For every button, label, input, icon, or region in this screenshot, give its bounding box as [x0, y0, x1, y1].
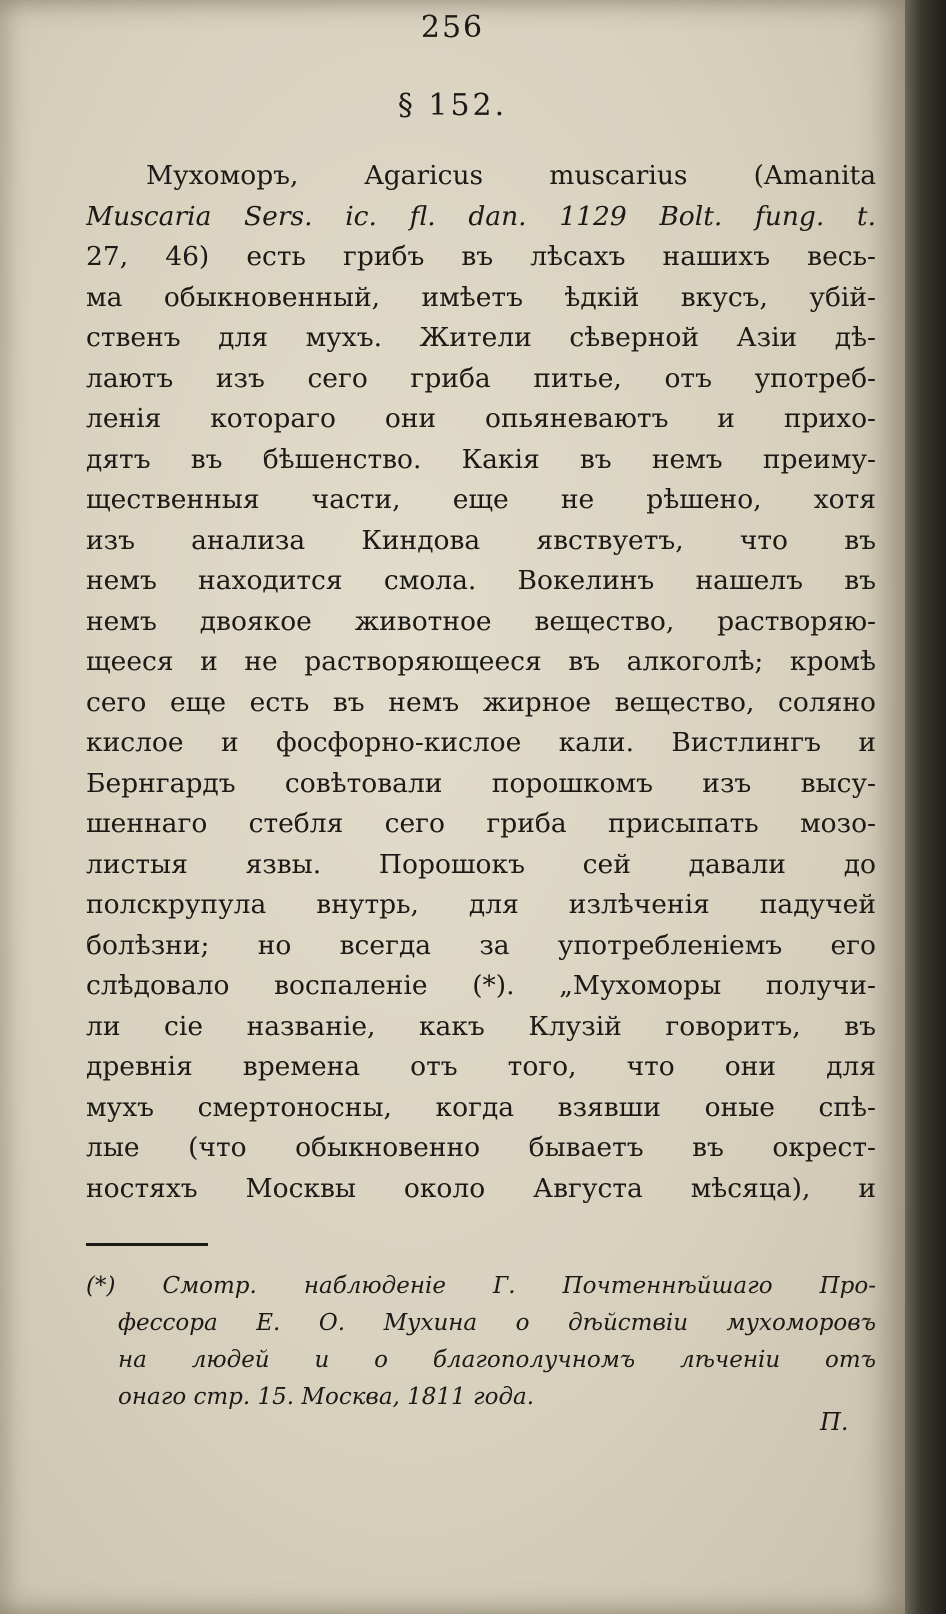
text-line: кислое и фосфорно-кислое кали. Вистлингъ и	[86, 727, 876, 758]
footnote-line: фессора Е. О. Мухина о дѣйствіи мухоморовъ	[118, 1310, 876, 1336]
text-line: немъ находится смола. Вокелинъ нашелъ въ	[86, 565, 876, 596]
text-line: лые (что обыкновенно бываетъ въ окрест-	[86, 1132, 876, 1163]
text-line: листыя язвы. Порошокъ сей давали до	[86, 848, 876, 880]
text-line: Бернгардъ совѣтовали порошкомъ изъ высу-	[86, 767, 876, 799]
page-number: 256	[420, 10, 485, 45]
text-line: мухъ смертоносны, когда взявши оные спѣ-	[86, 1091, 876, 1123]
text-line: ленія котораго они опьяневаютъ и прихо-	[86, 403, 876, 434]
text-line: лаютъ изъ сего гриба питье, отъ употреб-	[86, 362, 876, 394]
footnote-line: на людей и о благополучномъ лѣченіи отъ	[118, 1347, 876, 1373]
footnote-rule	[86, 1243, 208, 1246]
text-line: Muscaria Sers. ic. fl. dan. 1129 Bolt. fung. t.	[86, 200, 876, 232]
text-line: немъ двоякое животное вещество, растворяю-	[86, 605, 876, 637]
text-line: шеннаго стебля сего гриба присыпать мозо-	[86, 808, 876, 839]
text-line: щественныя части, еще не рѣшено, хотя	[86, 484, 876, 515]
footnote-line: онаго стр. 15. Москва, 1811 года.	[118, 1384, 535, 1410]
text-line: ли сіе названіе, какъ Клузій говоритъ, въ	[86, 1010, 876, 1042]
footnote	[86, 1268, 876, 1416]
text-line: изъ анализа Киндова явствуетъ, что въ	[86, 524, 876, 556]
body-text	[86, 156, 876, 1209]
footnote-line: (*) Смотр. наблюденіе Г. Почтеннѣйшаго Про-	[86, 1273, 876, 1299]
text-line: 27, 46) есть грибъ въ лѣсахъ нашихъ весь-	[86, 241, 876, 272]
text-line: ностяхъ Москвы около Августа мѣсяца), и	[86, 1172, 876, 1204]
text-line: полскрупула внутрь, для излѣченія падучей	[86, 889, 876, 920]
text-line: щееся и не растворяющееся въ алкоголѣ; кромѣ	[86, 646, 876, 677]
catchword: П.	[820, 1408, 849, 1436]
text-line: ственъ для мухъ. Жители сѣверной Азіи дѣ-	[86, 322, 876, 353]
section-heading: § 152.	[397, 88, 508, 123]
text-line: сего еще есть въ немъ жирное вещество, соляно	[86, 686, 876, 718]
text-line: древнія времена отъ того, что они для	[86, 1051, 876, 1082]
text-line: ма обыкновенный, имѣетъ ѣдкій вкусъ, убій-	[86, 281, 876, 313]
text-line: болѣзни; но всегда за употребленіемъ его	[86, 929, 876, 961]
text-line: слѣдовало воспаленіе (*). „Мухоморы получи-	[86, 970, 876, 1001]
text-line: Мухоморъ, Agaricus muscarius (Amanita	[146, 160, 876, 191]
text-line: дятъ въ бѣшенство. Какія въ немъ преиму-	[86, 443, 876, 475]
book-spine-edge	[905, 0, 946, 1614]
